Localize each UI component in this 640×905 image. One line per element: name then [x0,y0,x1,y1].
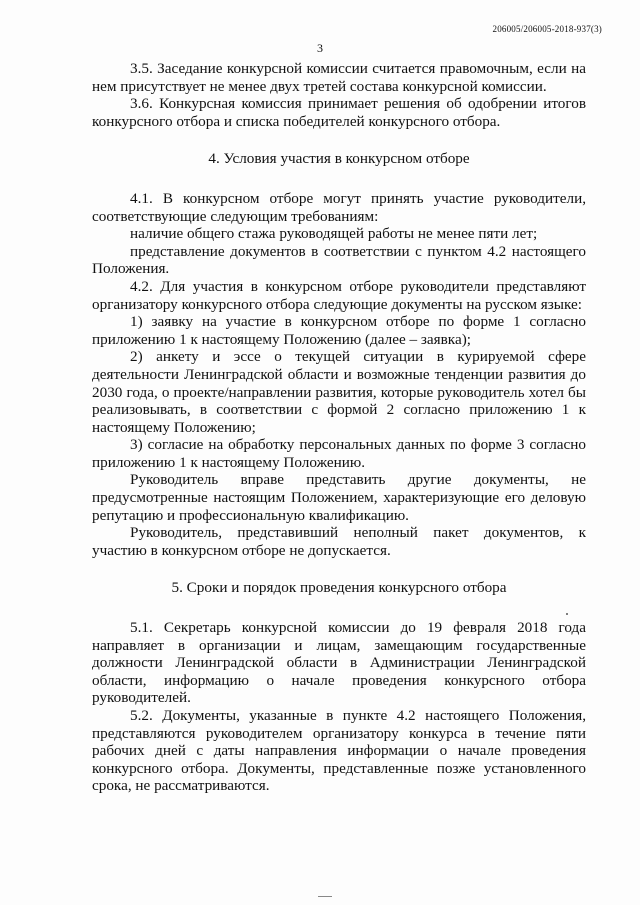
section-4-heading: 4. Условия участия в конкурсном отборе [208,150,470,168]
document-number: 206005/206005-2018-937(3) [492,24,602,34]
clause-4-1-item-a: наличие общего стажа руководящей работы не менее пяти лет; [130,225,538,243]
clause-3-5: 3.5. Заседание конкурсной комиссии считается правомочным, если на нем присутствует не менее двух третей состава конкурсной комиссии. [92,60,586,95]
page-number: 3 [317,41,323,55]
clause-4-1-item-b: представление документов в соответствии с пунктом 4.2 настоящего Положения. [92,242,586,278]
clause-4-1: 4.1. В конкурсном отборе могут принять участие руководители, соответствующие следующим требованиям: [92,189,586,225]
scan-speck [566,613,568,615]
scan-speck [318,896,332,897]
document-body [92,60,586,795]
clause-4-2-other-docs: Руководитель вправе представить другие документы, не предусмотренные настоящим Положением, характеризующие его деловую репутацию и профессиональную квалификацию. [92,471,586,524]
clause-5-2: 5.2. Документы, указанные в пункте 4.2 настоящего Положения, представляются руководителем организатору конкурса в течение пяти рабочих дней с даты направления информации о начале проведения конкурсного отбора. Документы, представленные позже установленного срока, не рассматриваются. [92,707,586,795]
clause-4-2: 4.2. Для участия в конкурсном отборе руководители представляют организатору конкурсного отбора следующие документы на русском языке: [92,277,586,313]
clause-4-2-item-1: 1) заявку на участие в конкурсном отборе по форме 1 согласно приложению 1 к настоящему Положению (далее – заявка); [92,313,586,348]
section-5-heading: 5. Сроки и порядок проведения конкурсного отбора [171,579,507,597]
clause-5-1: 5.1. Секретарь конкурсной комиссии до 19 февраля 2018 года направляет в организации и лицам, замещающим государственные должности Ленинградской области в Администрации Ленинградской области, информацию о начале проведения конкурсного отбора руководителей. [92,619,586,707]
clause-4-2-item-3: 3) согласие на обработку персональных данных по форме 3 согласно приложению 1 к настоящему Положению. [92,436,586,471]
clause-4-2-item-2: 2) анкету и эссе о текущей ситуации в курируемой сфере деятельности Ленинградской области и возможные тенденции развития до 2030 года, о проекте/направлении развития, которые руководитель хотел бы реализовывать, в соответствии с формой 2 согласно приложению 1 к настоящему Положению; [92,348,586,436]
clause-4-2-incomplete: Руководитель, представивший неполный пакет документов, к участию в конкурсном отборе не допускается. [92,524,586,559]
clause-3-6: 3.6. Конкурсная комиссия принимает решения об одобрении итогов конкурсного отбора и списка победителей конкурсного отбора. [92,95,586,130]
